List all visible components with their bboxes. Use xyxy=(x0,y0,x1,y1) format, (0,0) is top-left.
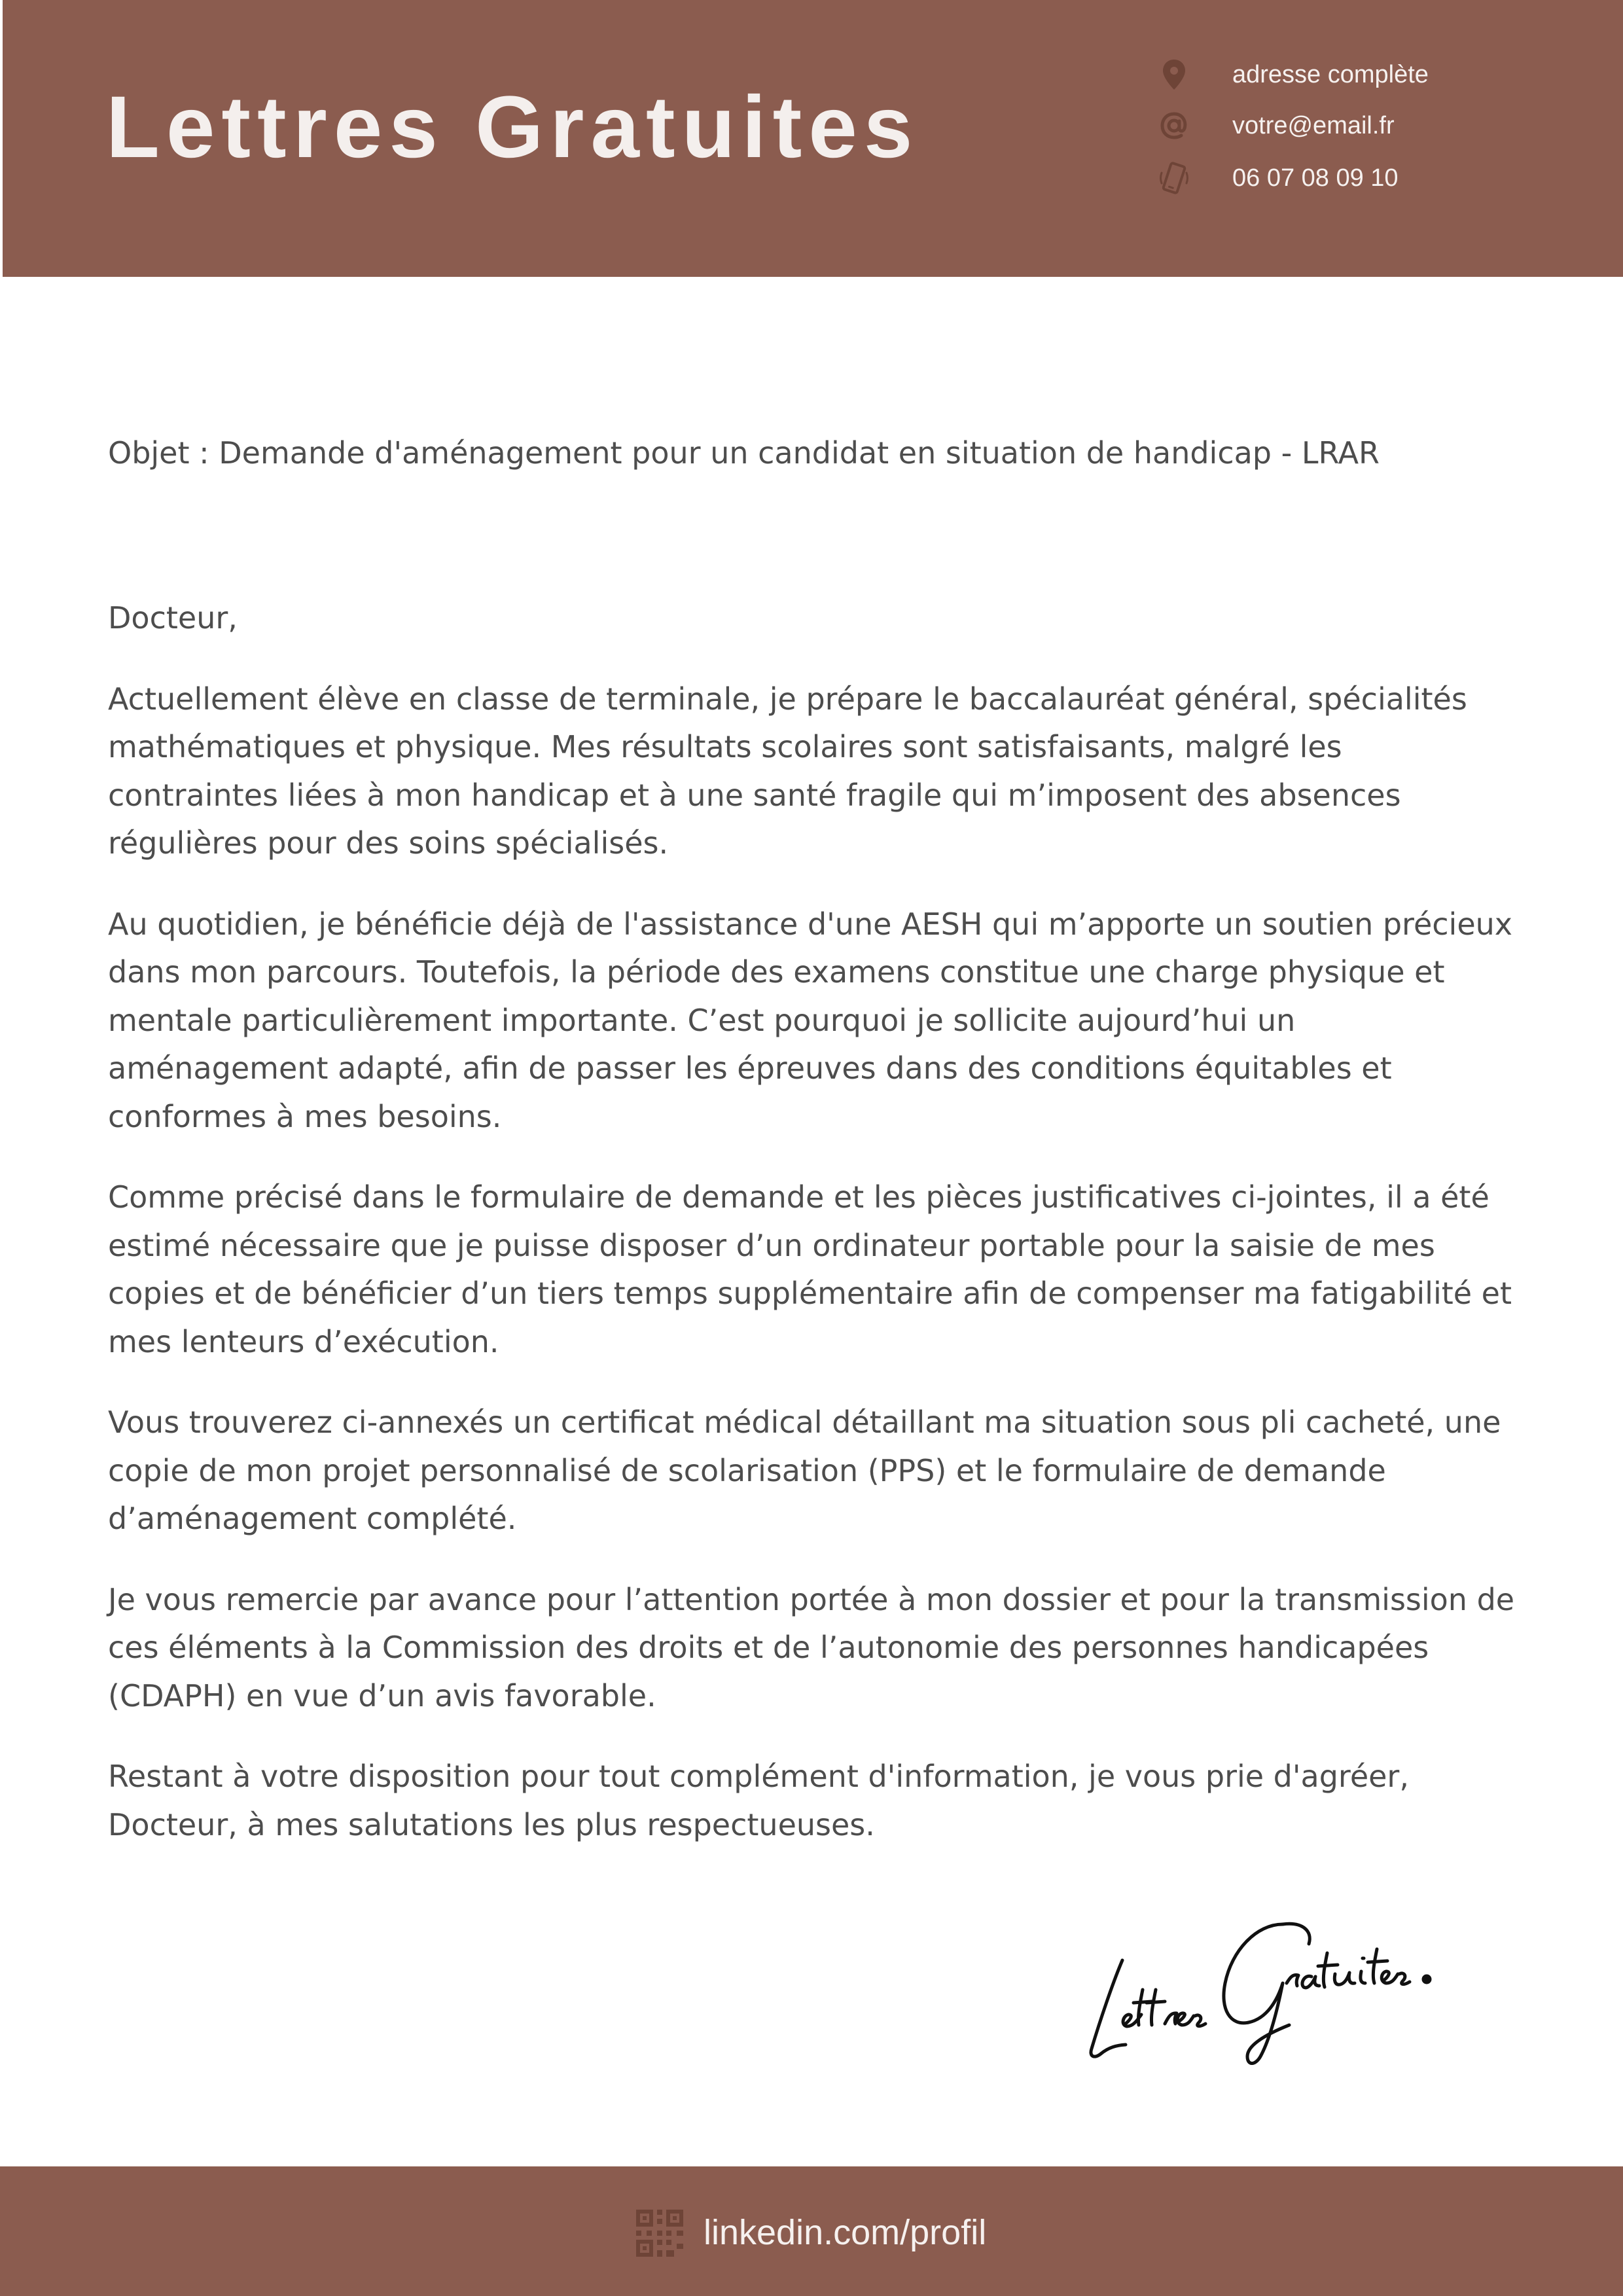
letter-paragraph-5: Je vous remercie par avance pour l’attention portée à mon dossier et pour la transmission de ces éléments à la Commission des droits et de l’autonomie des personnes handicapées (CDAPH) en vue d’un avis favorable. xyxy=(108,1581,1515,1713)
at-sign-icon xyxy=(1154,106,1194,145)
phone-text: 06 07 08 09 10 xyxy=(1232,164,1399,192)
linkedin-profile-link[interactable]: linkedin.com/profil xyxy=(704,2213,987,2252)
letter-paragraph-4: Vous trouverez ci-annexés un certificat médical détaillant ma situation sous pli cacheté, une copie de mon projet personnalisé de scolarisation (PPS) et le formulaire de demande d’aménagement complété. xyxy=(108,1405,1501,1536)
letter-body xyxy=(108,594,1522,1849)
brand-name: Lettres Gratuites xyxy=(106,79,919,176)
address-text: adresse complète xyxy=(1232,61,1429,88)
qr-code-icon xyxy=(636,2210,683,2257)
letter-paragraph-3: Comme précisé dans le formulaire de demande et les pièces justificatives ci-jointes, il a été estimé nécessaire que je puisse disposer d’un ordinateur portable pour la saisie de mes copies et de bénéficier d’un tiers temps supplémentaire afin de compenser ma fatigabilité et mes lenteurs d’exécution. xyxy=(108,1179,1512,1359)
letter-subject: Objet : Demande d'aménagement pour un candidat en situation de handicap - LRAR xyxy=(108,435,1380,471)
contact-phone xyxy=(1154,158,1586,198)
contact-address xyxy=(1154,55,1586,94)
phone-icon xyxy=(1154,158,1194,198)
contact-email xyxy=(1154,106,1586,145)
handwritten-signature xyxy=(1060,1885,1486,2081)
location-pin-icon xyxy=(1154,55,1194,94)
email-link[interactable]: votre@email.fr xyxy=(1232,112,1395,139)
letter-salutation: Docteur, xyxy=(108,600,238,636)
header-band xyxy=(3,0,1623,277)
letter-paragraph-6: Restant à votre disposition pour tout complément d'information, je vous prie d'agréer, Docteur, à mes salutations les plus respectueuses. xyxy=(108,1759,1409,1842)
letter-paragraph-2: Au quotidien, je bénéficie déjà de l'assistance d'une AESH qui m’apporte un soutien précieux dans mon parcours. Toutefois, la période des examens constitue une charge physique et mentale particulièrement importante. C’est pourquoi je sollicite aujourd’hui un aménagement adapté, afin de passer les épreuves dans des conditions équitables et conformes à mes besoins. xyxy=(108,906,1513,1134)
letter-paragraph-1: Actuellement élève en classe de terminale, je prépare le baccalauréat général, spécialités mathématiques et physique. Mes résultats scolaires sont satisfaisants, malgré les contraintes liées à mon handicap et à une santé fragile qui m’imposent des absences régulières pour des soins spécialisés. xyxy=(108,681,1467,861)
footer-band xyxy=(0,2166,1623,2296)
